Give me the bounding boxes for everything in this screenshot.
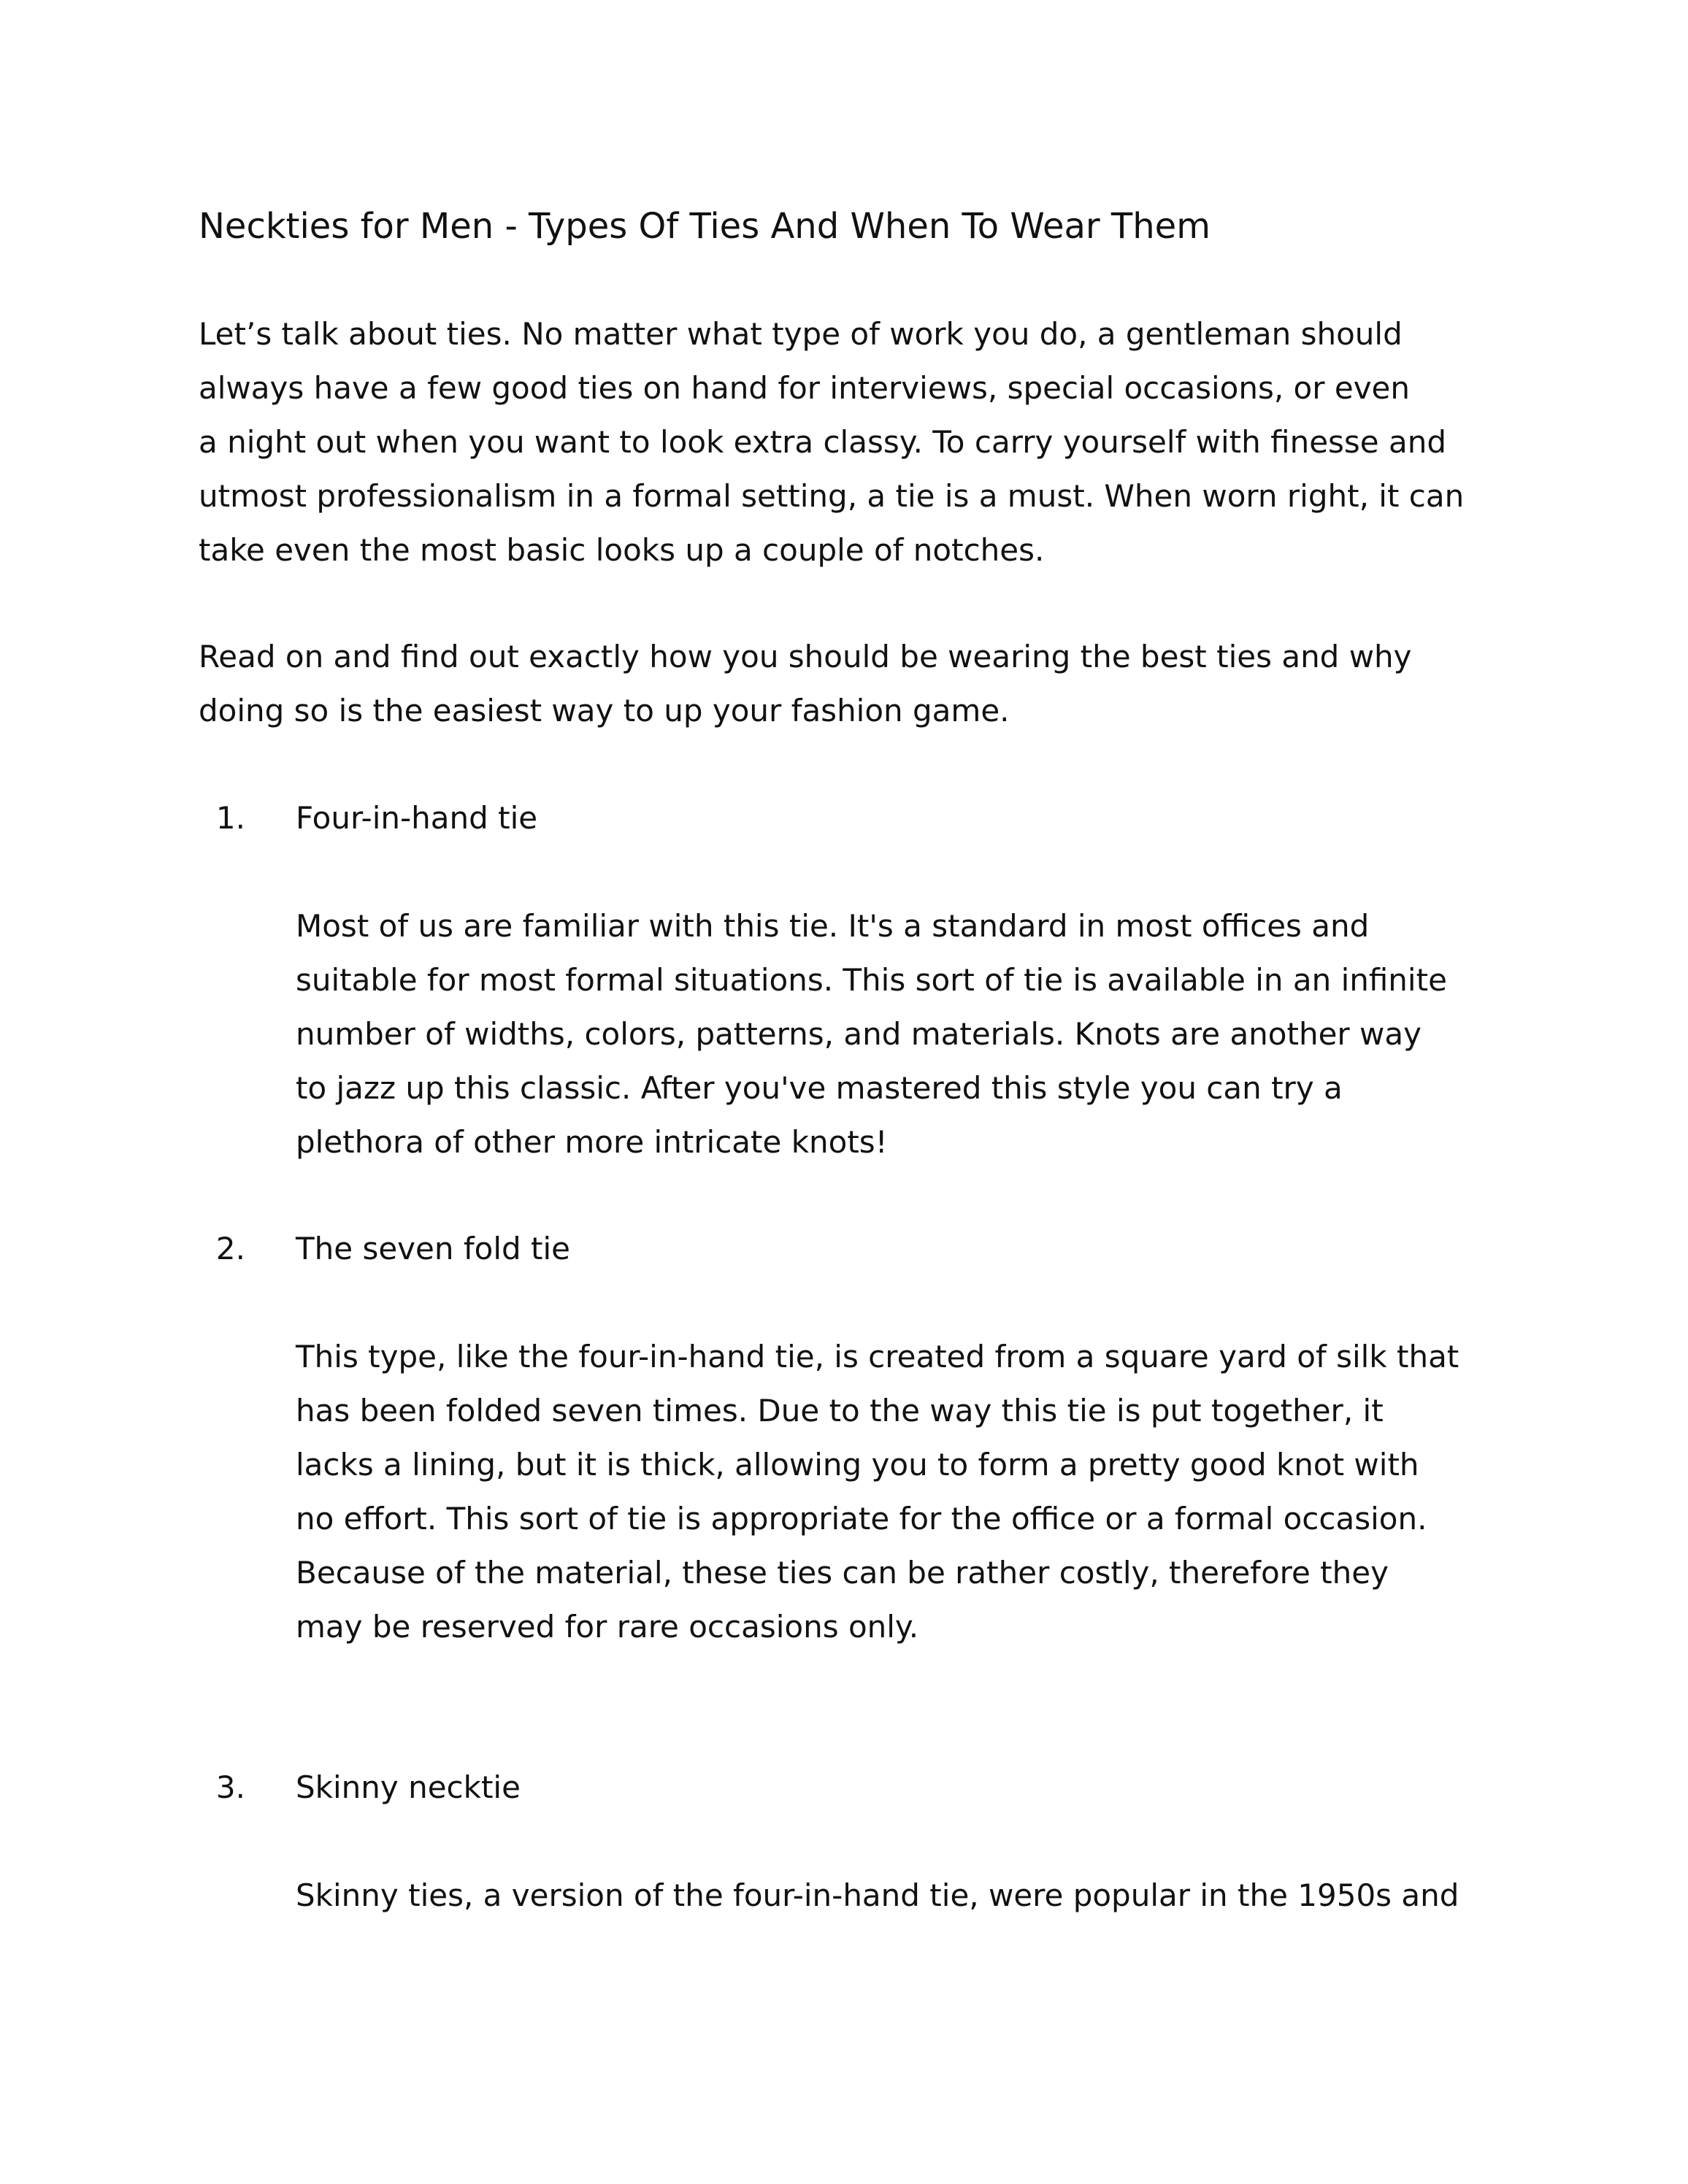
text-line: Let’s talk about ties. No matter what type of work you do, a gentleman should xyxy=(199,316,1403,352)
text-line: number of widths, colors, patterns, and materials. Knots are another way xyxy=(296,1016,1422,1052)
text-line: no effort. This sort of tie is appropriate for the office or a formal occasion. xyxy=(296,1501,1427,1537)
text-line: take even the most basic looks up a couple of notches. xyxy=(199,532,1045,568)
text-line: has been folded seven times. Due to the way this tie is put together, it xyxy=(296,1393,1384,1429)
text-line: to jazz up this classic. After you've mastered this style you can try a xyxy=(296,1070,1343,1106)
list-item-body xyxy=(296,1869,1459,1923)
text-line: doing so is the easiest way to up your fashion game. xyxy=(199,693,1010,728)
text-line: Most of us are familiar with this tie. It's a standard in most offices and xyxy=(296,908,1370,944)
text-line: always have a few good ties on hand for interviews, special occasions, or even xyxy=(199,370,1411,406)
list-item-number: 1. xyxy=(215,800,245,836)
text-line: Because of the material, these ties can be rather costly, therefore they xyxy=(296,1555,1389,1591)
text-line: lacks a lining, but it is thick, allowing you to form a pretty good knot with xyxy=(296,1447,1419,1483)
list-item-heading: The seven fold tie xyxy=(296,1231,570,1266)
text-line: Read on and find out exactly how you should be wearing the best ties and why xyxy=(199,639,1412,674)
list-item-body xyxy=(296,1330,1459,1654)
text-line: suitable for most formal situations. This sort of tie is available in an infinite xyxy=(296,962,1447,998)
document-title: Neckties for Men - Types Of Ties And When To Wear Them xyxy=(199,206,1211,247)
text-line: a night out when you want to look extra classy. To carry yourself with finesse and xyxy=(199,424,1446,460)
list-item-heading: Four-in-hand tie xyxy=(296,800,538,836)
list-item-heading: Skinny necktie xyxy=(296,1769,521,1805)
list-item-number: 3. xyxy=(215,1769,245,1805)
text-line: plethora of other more intricate knots! xyxy=(296,1124,888,1160)
text-line: This type, like the four-in-hand tie, is created from a square yard of silk that xyxy=(296,1339,1459,1374)
text-line: may be reserved for rare occasions only. xyxy=(296,1609,919,1645)
text-line: utmost professionalism in a formal setting, a tie is a must. When worn right, it can xyxy=(199,478,1465,514)
list-item-number: 2. xyxy=(215,1231,245,1266)
intro-paragraph xyxy=(199,630,1412,738)
text-line: Skinny ties, a version of the four-in-hand tie, were popular in the 1950s and xyxy=(296,1877,1459,1913)
list-item-body xyxy=(296,899,1447,1169)
intro-paragraph xyxy=(199,307,1464,577)
